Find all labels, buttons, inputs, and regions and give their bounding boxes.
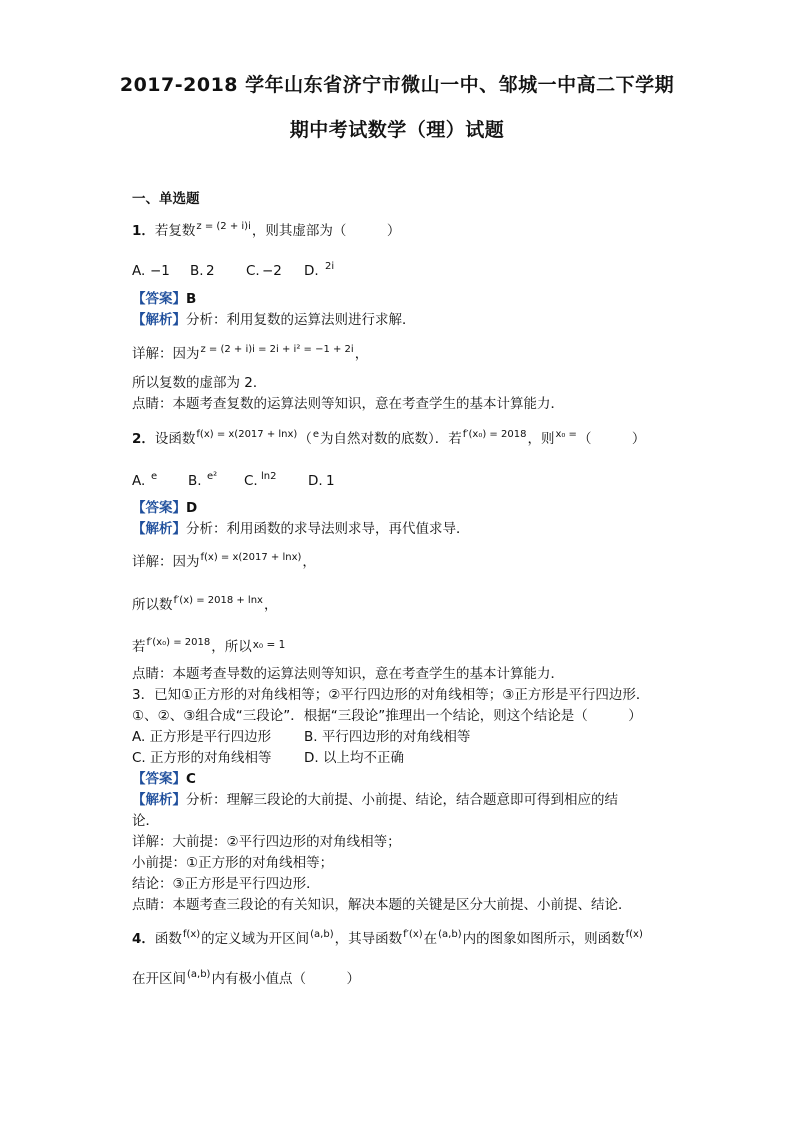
question-3-answer (132, 770, 196, 788)
question-4-stem-2: 在开区间$^{(a,b)}$内有极小值点（ ） (132, 969, 360, 987)
question-3-comment: 点睛：本题考查三段论的有关知识，解决本题的关键是区分大前提、小前提、结论． (132, 897, 632, 913)
question-3-detail-3: 结论：③正方形是平行四边形． (132, 876, 320, 892)
answer-tag: 【答案】 (132, 500, 186, 516)
exam-title-line1: 2017-2018 学年山东省济宁市微山一中、邹城一中高二下学期 (119, 74, 675, 96)
option-d: 2i (325, 261, 335, 272)
answer-value: D (186, 500, 198, 516)
option-d: 1 (326, 473, 335, 489)
math-expression: f(x) = x(2017 + lnx) (200, 552, 302, 563)
question-1-answer (132, 290, 196, 308)
option-c: −2 (262, 263, 282, 279)
math-expression: f′(x) (403, 929, 423, 940)
question-2-detail-1: 详解：因为$^{f(x) = x(2017 + lnx)}$， (132, 552, 316, 570)
exam-title-line2: 期中考试数学（理）试题 (289, 119, 505, 141)
question-1-detail: 详解：因为$^{z = (2 + i)i = 2i + i^2 = -1 + 2i}$， (132, 344, 369, 362)
option-d-label: D. (304, 263, 319, 279)
question-3-stem-2: ①、②、③组合成“三段论”．根据“三段论”推理出一个结论，则这个结论是（ ） (132, 708, 642, 724)
question-1-analysis: 【解析】分析：利用复数的运算法则进行求解． (132, 312, 416, 328)
option-c-label: C. (244, 473, 258, 489)
math-expression: f′(x₀) = 2018 (146, 637, 211, 648)
option-a-label: A. (132, 263, 146, 279)
math-expression: f(x) = x(2017 + lnx) (196, 429, 298, 440)
answer-value: C (186, 771, 196, 787)
option-d-label: D. (308, 473, 323, 489)
math-expression: (a,b) (187, 969, 211, 980)
answer-tag: 【答案】 (132, 771, 186, 787)
math-expression: f(x) (182, 929, 201, 940)
question-4-stem-1: 4．函数$^{f(x)}$的定义域为开区间$^{(a,b)}$，其导函数$^{f'(x)}$在$^{(a,b)}$内的图象如图所示，则函数$^{f(x)}$ (132, 929, 643, 947)
question-3-analysis: 【解析】分析：理解三段论的大前提、小前提、结论，结合题意即可得到相应的结 (132, 792, 618, 808)
question-number: 2． (132, 431, 155, 447)
math-expression: (a,b) (438, 929, 462, 940)
math-expression: f′(x) = 2018 + lnx (173, 595, 263, 606)
question-2-answer (132, 499, 197, 517)
question-1-conclusion: 所以复数的虚部为 2． (132, 375, 267, 391)
question-1-stem: 1．若复数$^{z = (2 + i)i}$，则其虚部为（ ） (132, 221, 401, 239)
question-2-analysis: 【解析】分析：利用函数的求导法则求导，再代值求导． (132, 521, 470, 537)
answer-value: B (186, 291, 197, 307)
question-2-detail-2: 所以数$^{f'(x) = 2018 + lnx}$， (132, 595, 278, 613)
question-3-options-row-2 (132, 749, 404, 767)
question-3-stem-1: 3．已知①正方形的对角线相等；②平行四边形的对角线相等；③正方形是平行四边形． (132, 687, 650, 703)
question-2-detail-3: 若$^{f'(x_0) = 2018}$，所以$^{x_0 = 1}$ (132, 637, 286, 655)
question-2-options (132, 472, 335, 492)
option-c-label: C. (246, 263, 260, 279)
section-heading: 一、单选题 (132, 191, 200, 207)
option-c: ln2 (261, 471, 277, 482)
question-number: 4． (132, 931, 155, 947)
option-a: −1 (150, 263, 170, 279)
answer-tag: 【答案】 (132, 291, 186, 307)
math-expression: f(x) (625, 929, 643, 940)
analysis-tag: 【解析】 (132, 792, 186, 808)
math-expression: (a,b) (310, 929, 334, 940)
option-b-label: B. (190, 263, 204, 279)
option-b: B. 平行四边形的对角线相等 (304, 729, 471, 745)
question-3-detail-2: 小前提：①正方形的对角线相等； (132, 855, 334, 871)
math-expression: f′(x₀) = 2018 (462, 429, 527, 440)
question-3-options-row-1 (132, 728, 470, 746)
math-expression: z = (2 + i)i = 2i + i² = −1 + 2i (200, 344, 354, 355)
question-2-comment: 点睛：本题考查导数的运算法则等知识，意在考查学生的基本计算能力． (132, 666, 564, 682)
option-b: 2 (206, 263, 215, 279)
analysis-tag: 【解析】 (132, 312, 186, 328)
math-expression: e (312, 429, 319, 440)
option-b: e² (207, 471, 218, 482)
math-expression: x₀ = 1 (252, 639, 286, 651)
question-3-detail-1: 详解：大前提：②平行四边形的对角线相等； (132, 834, 401, 850)
question-number: 1． (132, 223, 155, 239)
option-b-label: B. (188, 473, 202, 489)
option-a: e (151, 471, 158, 482)
question-1-options (132, 262, 335, 282)
question-2-stem: 2．设函数$^{f(x) = x(2017 + lnx)}$（$^e$为自然对数的底数）．若$^{f'(x_0) = 2018}$，则$^{x_0 =}$（ ） (132, 429, 646, 447)
math-expression: x₀ = (555, 429, 577, 440)
option-d: D. 以上均不正确 (304, 750, 404, 766)
math-expression: z = (2 + i)i (196, 221, 251, 232)
option-a-label: A. (132, 473, 146, 489)
option-c: C. 正方形的对角线相等 (132, 750, 272, 766)
question-1-comment: 点睛：本题考查复数的运算法则等知识，意在考查学生的基本计算能力． (132, 396, 564, 412)
question-3-analysis-cont: 论． (132, 813, 159, 829)
analysis-tag: 【解析】 (132, 521, 186, 537)
option-a: A. 正方形是平行四边形 (132, 729, 272, 745)
